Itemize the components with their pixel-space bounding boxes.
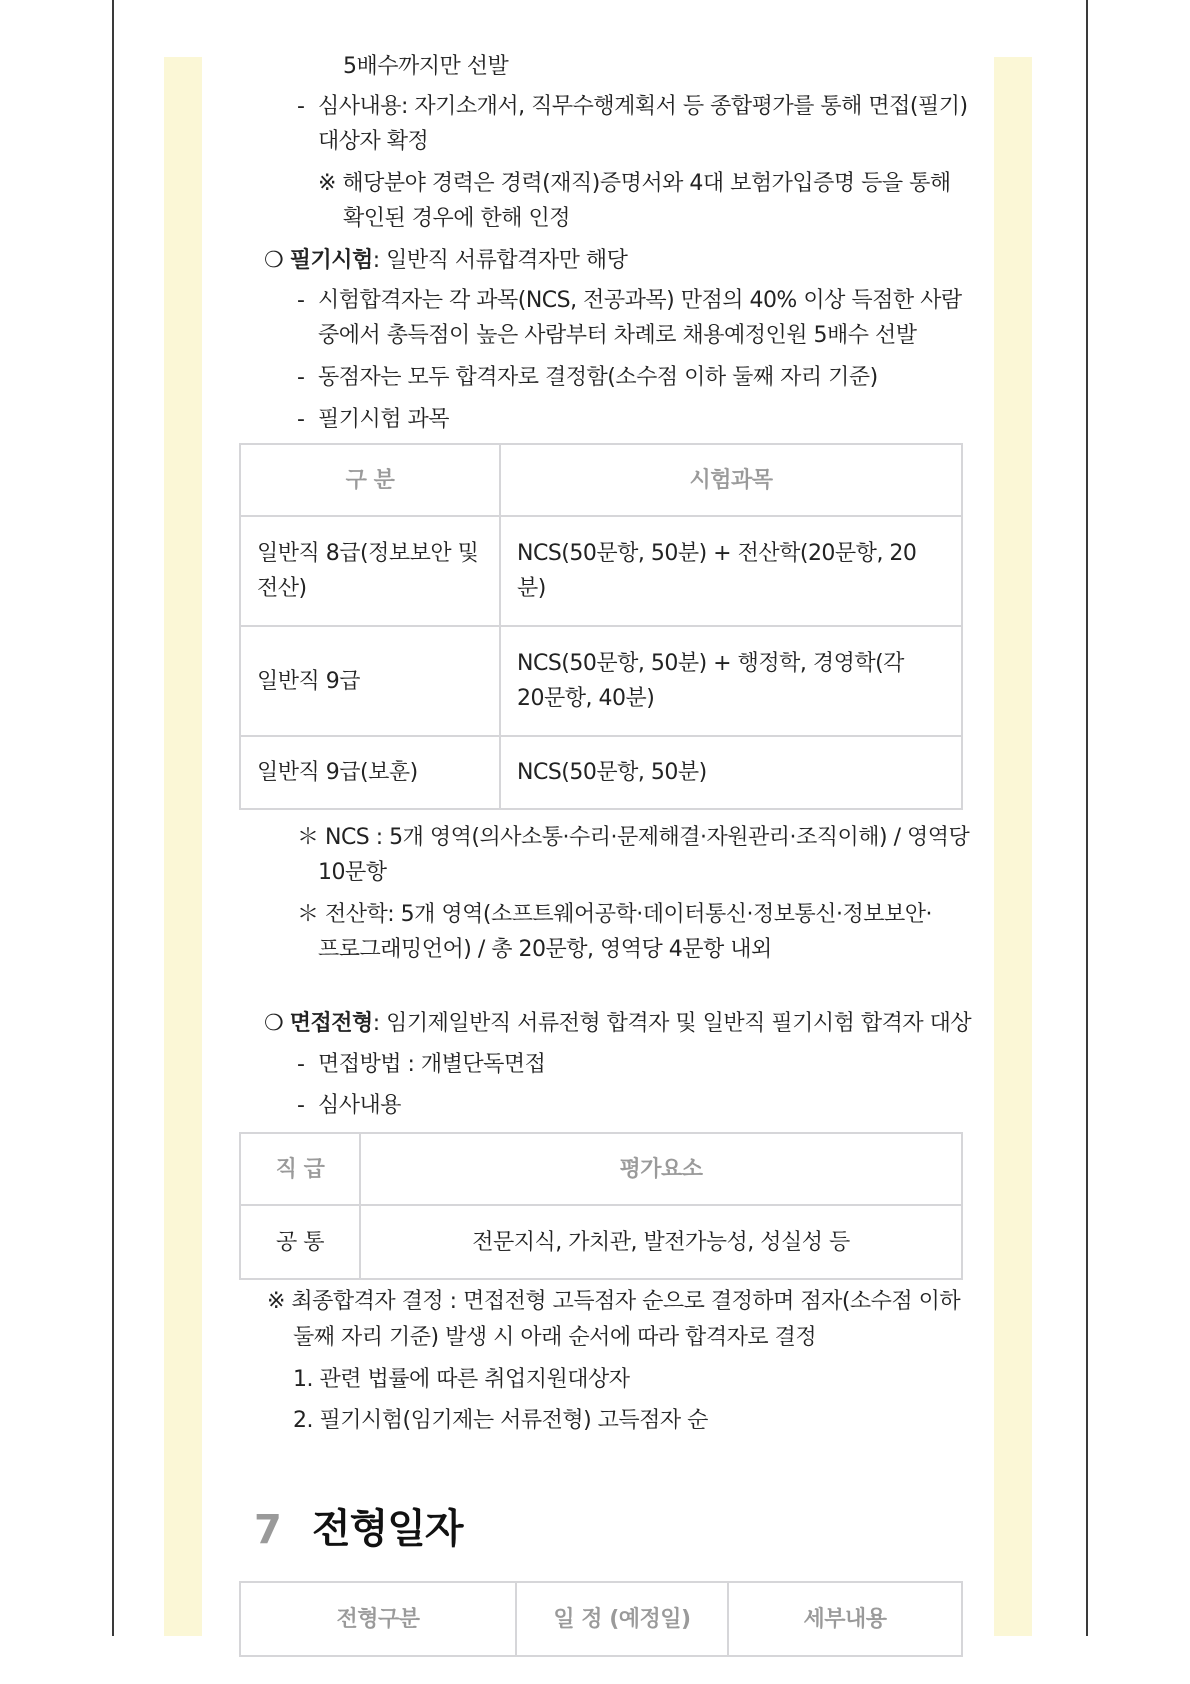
cs-note-line: 프로그래밍언어) / 총 20문항, 영역당 4문항 내외 — [318, 937, 772, 962]
dash-marker: - — [297, 288, 305, 313]
written-exam-title: 필기시험 — [289, 248, 373, 273]
interview-item: 심사내용 — [318, 1093, 402, 1118]
written-exam-item: 중에서 총득점이 높은 사람부터 차례로 채용예정인원 5배수 선발 — [318, 323, 917, 348]
table-row — [240, 626, 962, 736]
table-cell-category: 일반직 9급(보훈) — [240, 736, 500, 809]
written-exam-heading — [264, 246, 627, 276]
dash-marker: - — [297, 1052, 305, 1077]
interview-item: 면접방법 : 개별단독면접 — [318, 1052, 546, 1077]
review-content-line: 심사내용: 자기소개서, 직무수행계획서 등 종합평가를 통해 면접(필기) — [318, 94, 968, 119]
written-exam-item: 시험합격자는 각 과목(NCS, 전공과목) 만점의 40% 이상 득점한 사람 — [318, 288, 962, 313]
written-exam-item: 동점자는 모두 합격자로 결정함(소수점 이하 둘째 자리 기준) — [318, 365, 878, 390]
dash-marker: - — [297, 94, 305, 119]
written-exam-item: 필기시험 과목 — [318, 407, 450, 432]
table-cell-subject: NCS(50문항, 50분) — [500, 736, 962, 809]
table-cell-subject: NCS(50문항, 50분) + 행정학, 경영학(각 20문항, 40분) — [500, 626, 962, 736]
section-title: 전형일자 — [312, 1506, 463, 1552]
dash-marker: - — [297, 407, 305, 432]
table-cell-subject: NCS(50문항, 50분) + 전산학(20문항, 20분) — [500, 516, 962, 626]
table-header-category: 구 분 — [240, 444, 500, 516]
interview-title: 면접전형 — [289, 1011, 373, 1036]
table-cell-elements: 전문지식, 가치관, 발전가능성, 성실성 등 — [360, 1205, 962, 1279]
right-border-line — [1086, 0, 1088, 1636]
section-number: 7 — [254, 1507, 282, 1553]
right-margin-band — [994, 57, 1032, 1636]
table-header-grade: 직 급 — [240, 1133, 360, 1205]
table-header-stage: 전형구분 — [240, 1582, 516, 1656]
career-note-line: 확인된 경우에 한해 인정 — [343, 206, 571, 231]
table-cell-category: 일반직 9급 — [240, 626, 500, 736]
dash-marker: - — [297, 365, 305, 390]
written-exam-table — [239, 443, 963, 810]
left-margin-band — [164, 57, 202, 1636]
ncs-note-line: 10문항 — [318, 860, 387, 885]
table-header-elements: 평가요소 — [360, 1133, 962, 1205]
priority-item: 2. 필기시험(임기제는 서류전형) 고득점자 순 — [293, 1408, 708, 1433]
written-exam-desc: : 일반직 서류합격자만 해당 — [372, 248, 628, 273]
bullet-icon: ❍ — [264, 248, 284, 273]
final-decision-note: ※ 최종합격자 결정 : 면접전형 고득점자 순으로 결정하며 점자(소수점 이하 — [267, 1289, 961, 1314]
cs-note-line: ＊ 전산학: 5개 영역(소프트웨어공학·데이터통신·정보통신·정보보안· — [297, 902, 932, 927]
final-decision-note: 둘째 자리 기준) 발생 시 아래 순서에 따라 합격자로 결정 — [293, 1325, 817, 1350]
table-row — [240, 1205, 962, 1279]
table-row — [240, 736, 962, 809]
table-cell-grade: 공 통 — [240, 1205, 360, 1279]
bullet-icon: ❍ — [264, 1011, 284, 1036]
interview-heading — [264, 1009, 971, 1039]
career-note-line: ※ 해당분야 경력은 경력(재직)증명서와 4대 보험가입증명 등을 통해 — [318, 171, 951, 196]
table-header-subject: 시험과목 — [500, 444, 962, 516]
table-header-details: 세부내용 — [728, 1582, 962, 1656]
table-header-schedule: 일 정 (예정일) — [516, 1582, 728, 1656]
continued-line: 5배수까지만 선발 — [343, 54, 509, 79]
dash-marker: - — [297, 1093, 305, 1118]
schedule-table — [239, 1581, 963, 1657]
review-content-line: 대상자 확정 — [318, 129, 429, 154]
interview-desc: : 임기제일반직 서류전형 합격자 및 일반직 필기시험 합격자 대상 — [372, 1011, 972, 1036]
table-cell-category: 일반직 8급(정보보안 및 전산) — [240, 516, 500, 626]
interview-table — [239, 1132, 963, 1280]
left-border-line — [112, 0, 114, 1636]
priority-item: 1. 관련 법률에 따른 취업지원대상자 — [293, 1367, 630, 1392]
ncs-note-line: ＊ NCS : 5개 영역(의사소통·수리·문제해결·자원관리·조직이해) / 영역당 — [297, 825, 970, 850]
table-row — [240, 516, 962, 626]
